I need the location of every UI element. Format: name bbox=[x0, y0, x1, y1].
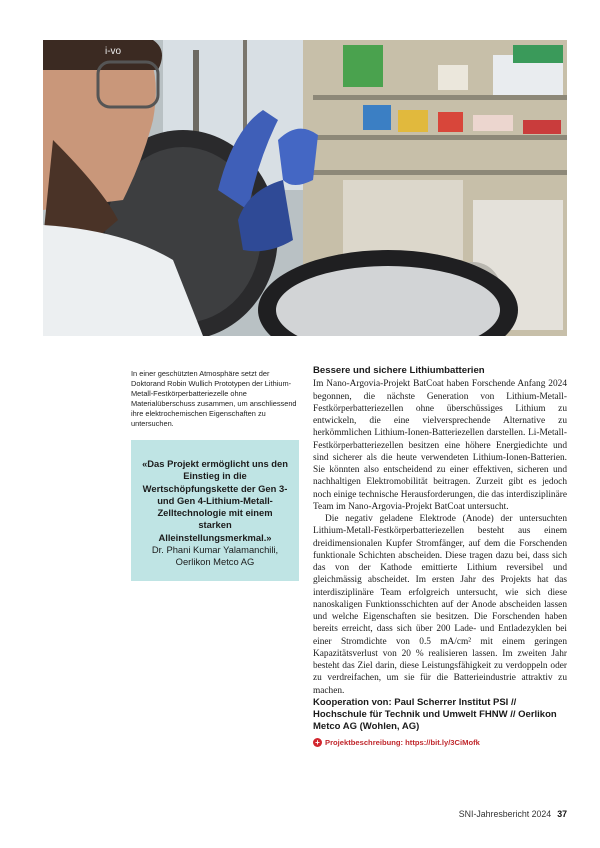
cooperation-partners: Kooperation von: Paul Scherrer Institut PSI // Hochschule für Technik und Umwelt FHNW // Oerlikon Metco AG (Wohlen, AG) bbox=[313, 696, 557, 733]
page-number: 37 bbox=[557, 809, 567, 819]
quote-organization: Oerlikon Metco AG bbox=[175, 556, 255, 568]
project-link-text[interactable]: Projektbeschreibung: https://bit.ly/3CiMofk bbox=[325, 737, 480, 747]
goggles-brand-text: i-vo bbox=[105, 46, 122, 57]
project-link[interactable] bbox=[313, 737, 567, 749]
caption-text: In einer geschützten Atmosphäre setzt der Doktorand Robin Wullich Prototypen der Lithium-Metall-Festkörperbatteriezelle ohne Materialüberschuss zusammen, um anschliessend ihre elektrochemischen Eigenschaften zu untersuchen. bbox=[131, 369, 297, 428]
quote-author: Dr. Phani Kumar Yalamanchili, bbox=[151, 544, 279, 556]
photo-caption bbox=[131, 369, 302, 429]
footer-title: SNI-Jahresbericht 2024 bbox=[458, 809, 552, 819]
plus-circle-icon: + bbox=[313, 738, 322, 747]
article-paragraph: Im Nano-Argovia-Projekt BatCoat haben Forschende Anfang 2024 begonnen, die nächste Generation von Lithium-Metall-Festkörperbatteriezellen ohne überschüssiges Lithium zu entwickeln, die eine vielversprechende Alternative zu herkömmlichen Lithium-Ionen-Batteriezellen darstellen. Li-Metall-Festkörperbatteriezellen besitzen eine höhere Energiedichte und sind sicherer als die heute verwendeten Lithium-Ionen-Batterien. Sie könnten also entscheidend zu einer effektiven, sicheren und nachhaltigen Elektromobilität beitragen. Zurzeit gibt es jedoch noch einige technische Herausforderungen, die das interdisziplinäre Team im Nano-Argovia-Projekt BatCoat untersucht. bbox=[313, 379, 567, 512]
page-footer bbox=[459, 809, 567, 819]
article-heading: Bessere und sichere Lithiumbatterien bbox=[313, 365, 485, 376]
article-body bbox=[313, 378, 567, 697]
lab-photo bbox=[43, 40, 567, 336]
quote-box bbox=[131, 440, 299, 581]
article-paragraph: Die negativ geladene Elektrode (Anode) der untersuchten Lithium-Metall-Festkörperbatteriezellen besteht aus einem dreidimensionalen Kupfer Stromfänger, auf dem die Forschenden funktionale Schichten abscheiden. Diese tragen dazu bei, dass sich das von der Kathode emittierte Lithium reversibel und gleichmässig abscheidet. Im ersten Jahr des Projekts hat das interdisziplinäre Team erfolgreich untersucht, wie sich diese nanoskaligen Funktionsschichten auf der Anode abscheiden lassen und welche Eigenschaften sie besitzen. Die Forschenden haben bereits erreicht, dass sich über 200 Lade- und Entladezyklen bei einer Stromdichte von 0.5 mA/cm² mit einem geringen Kapazitätsverlust von 20 % realisieren lassen. Im zweiten Jahr besteht das Ziel darin, diese Leistungsfähigkeit zu verdoppeln oder zu verdreifachen, um sie für die Batterieindustrie attraktiv zu machen. bbox=[313, 514, 567, 696]
quote-text: «Das Projekt ermöglicht uns den Einstieg in die Wertschöpfungskette der Gen 3- und Gen 4-Lithium-Metall-Zelltechnologie mit einem starken Alleinstellungsmerkmal.» bbox=[142, 458, 288, 543]
article bbox=[313, 365, 567, 749]
